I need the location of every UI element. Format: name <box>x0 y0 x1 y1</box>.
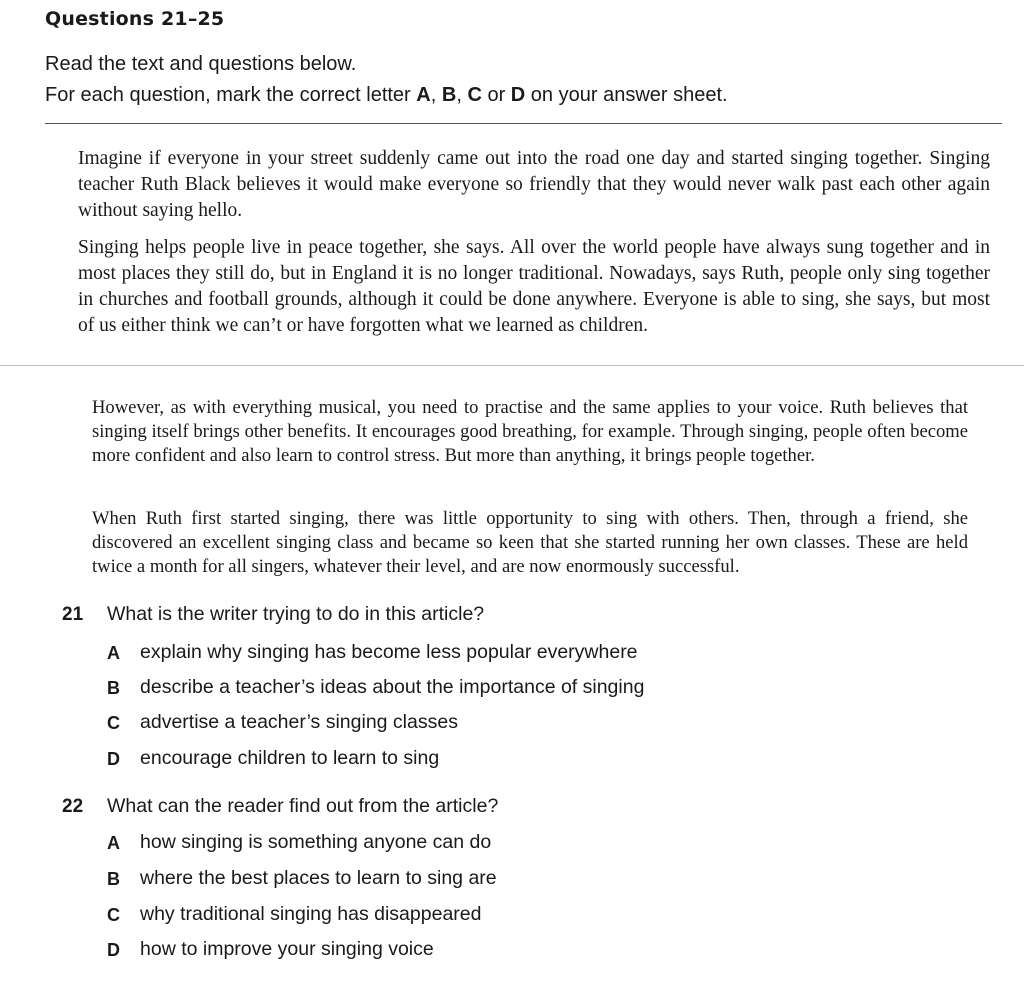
page-title: Questions 21–25 <box>45 8 225 30</box>
option-letter: B <box>107 678 120 698</box>
option-text: how to improve your singing voice <box>140 938 434 960</box>
option-letter: B <box>107 869 120 889</box>
option-text: advertise a teacher’s singing classes <box>140 711 458 733</box>
option-text: how singing is something anyone can do <box>140 831 492 853</box>
option-letter: D <box>107 749 120 769</box>
option-letter: C <box>107 713 120 733</box>
separator: , <box>456 84 468 106</box>
option-letter: A <box>107 833 120 853</box>
instruction-line-1: Read the text and questions below. <box>45 53 357 75</box>
passage-paragraph-4: When Ruth first started singing, there was little opportunity to sing with others. Then, through a friend, she discovered an excellent singing class and became so keen that she started running her own classes. These are held twice a month for all singers, whatever their level, and are now enormously successful. <box>92 508 968 577</box>
option-text: why traditional singing has disappeared <box>140 903 482 925</box>
option-text: encourage children to learn to sing <box>140 747 440 769</box>
instruction-text: on your answer sheet. <box>525 84 728 106</box>
option-letter: A <box>107 643 120 663</box>
option-text: describe a teacher’s ideas about the importance of singing <box>140 676 645 698</box>
instruction-text: For each question, mark the correct letter <box>45 84 417 106</box>
question-text: What can the reader find out from the article? <box>107 795 499 817</box>
divider <box>45 123 1002 124</box>
passage-paragraph-3: However, as with everything musical, you need to practise and the same applies to your voice. Ruth believes that singing itself brings other benefits. It encourages good breathing, for example. Through singing, people often become more confident and also learn to control stress. But more than anything, it brings people together. <box>92 397 968 466</box>
option-text: where the best places to learn to sing are <box>140 867 497 889</box>
question-number: 22 <box>62 796 84 817</box>
page-break-divider <box>0 365 1024 366</box>
letter-c: C <box>467 84 482 106</box>
separator: or <box>481 84 511 106</box>
separator: , <box>430 84 442 106</box>
option-letter: D <box>107 940 120 960</box>
question-number: 21 <box>62 604 84 625</box>
letter-d: D <box>510 84 526 106</box>
letter-a: A <box>416 84 431 106</box>
instruction-line-2 <box>45 83 728 107</box>
question-text: What is the writer trying to do in this article? <box>107 603 485 625</box>
letter-b: B <box>441 84 457 106</box>
passage-paragraph-2: Singing helps people live in peace together, she says. All over the world people have always sung together and in most places they still do, but in England it is no longer traditional. Nowadays, says Ruth, people only sing together in churches and football grounds, although it could be done anywhere. Everyone is able to sing, she says, but most of us either think we can’t or have forgotten what we learned as children. <box>78 237 990 336</box>
option-letter: C <box>107 905 120 925</box>
passage-paragraph-1: Imagine if everyone in your street suddenly came out into the road one day and started singing together. Singing teacher Ruth Black believes it would make everyone so friendly that they would never walk past each other again without saying hello. <box>78 148 990 221</box>
option-text: explain why singing has become less popular everywhere <box>140 641 638 663</box>
